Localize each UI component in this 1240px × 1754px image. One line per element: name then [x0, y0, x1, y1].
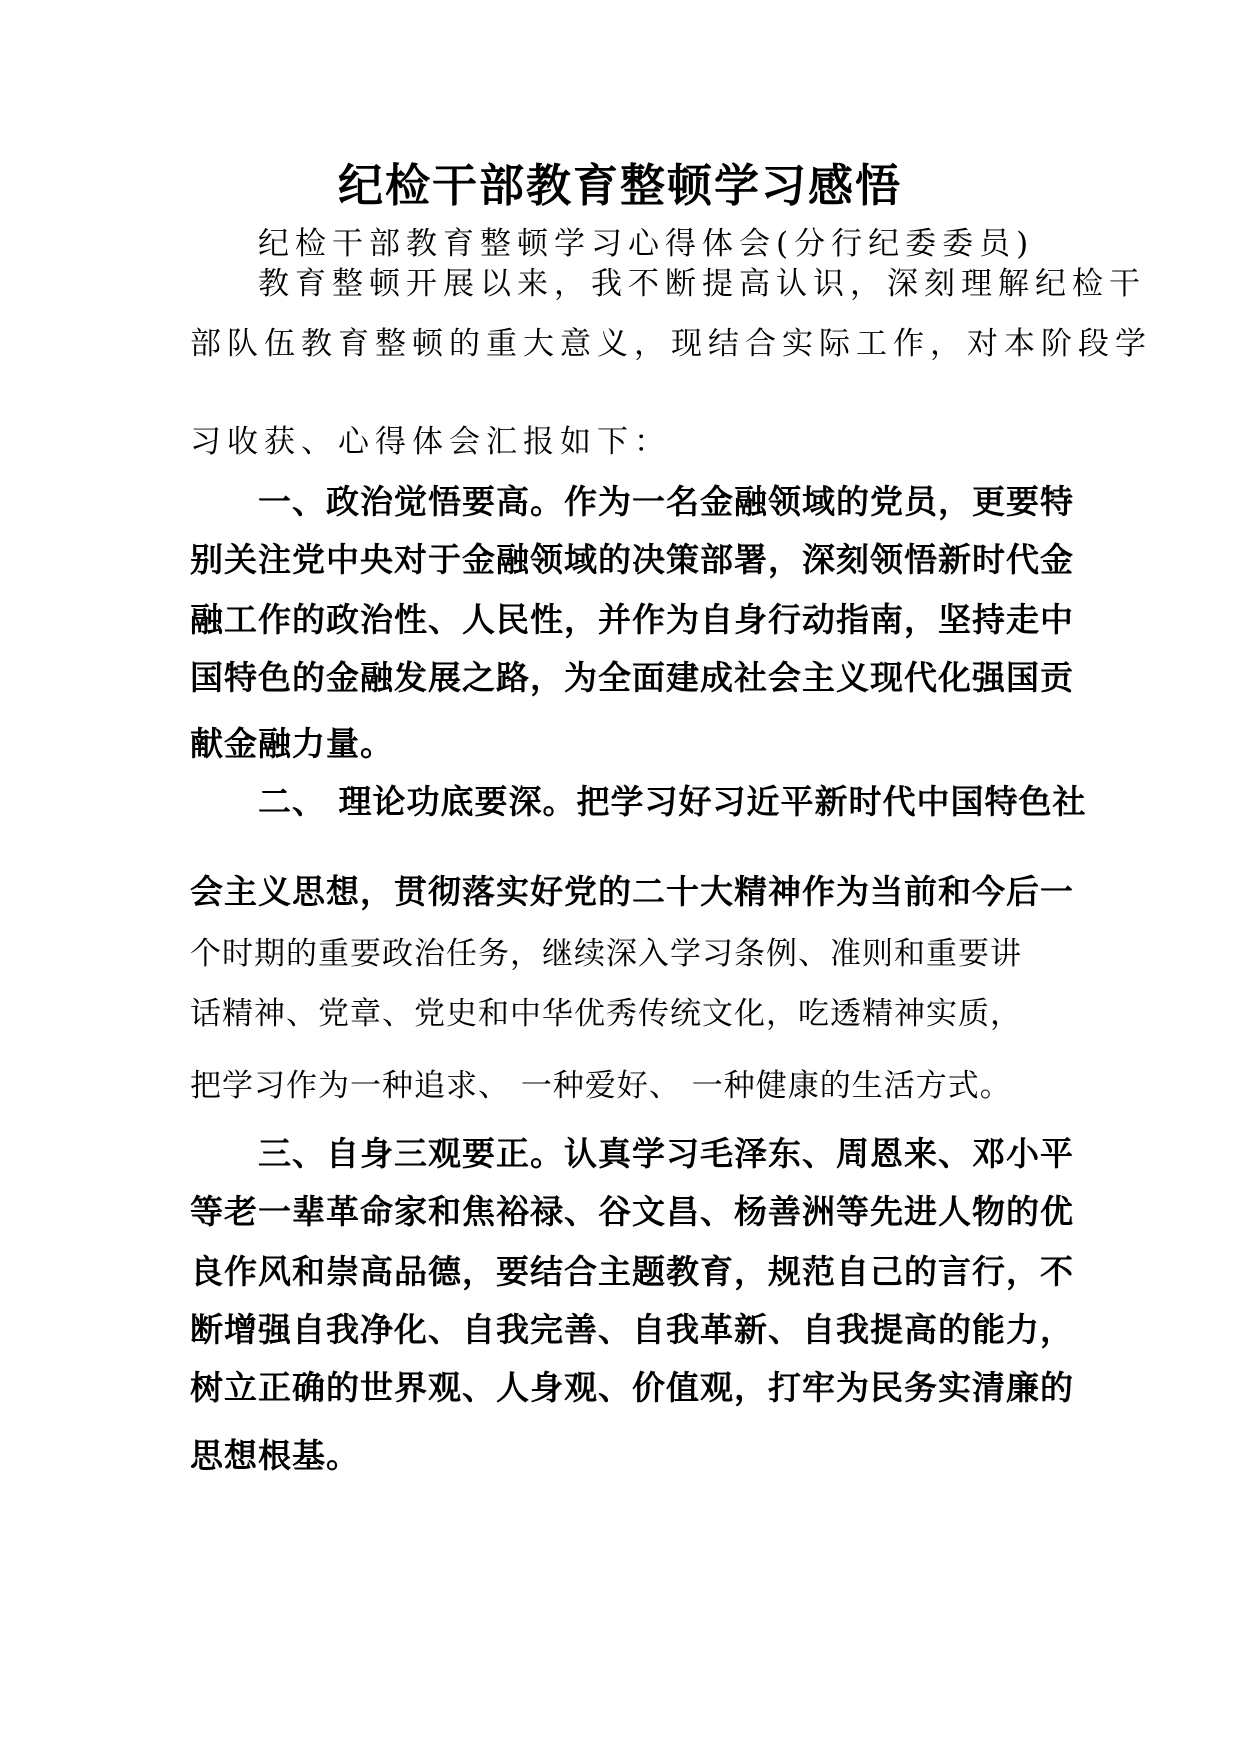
section-3-line: 良作风和崇高品德，要结合主题教育，规范自己的言行，不: [190, 1252, 1074, 1291]
section-2-line: 把学习作为一种追求、 一种爱好、 一种健康的生活方式。: [190, 1068, 1012, 1104]
section-3-line: 思想根基。: [190, 1436, 360, 1475]
section-3-line: 等老一辈革命家和焦裕禄、谷文昌、杨善洲等先进人物的优: [190, 1192, 1074, 1231]
section-2-line: 个时期的重要政治任务，继续深入学习条例、准则和重要讲: [190, 936, 1022, 972]
intro-line: 部队伍教育整顿的重大意义，现结合实际工作，对本阶段学: [190, 326, 1152, 362]
section-2-line: 二、 理论功底要深。把学习好习近平新时代中国特色社: [258, 782, 1087, 821]
section-1-line: 融工作的政治性、人民性，并作为自身行动指南，坚持走中: [190, 600, 1074, 639]
section-2-line: 话精神、党章、党史和中华优秀传统文化，吃透精神实质，: [190, 996, 1022, 1032]
document-title: 纪检干部教育整顿学习感悟: [337, 159, 902, 212]
section-3-line: 树立正确的世界观、人身观、价值观，打牢为民务实清廉的: [190, 1368, 1074, 1407]
section-1-line: 别关注党中央对于金融领域的决策部署，深刻领悟新时代金: [190, 540, 1074, 579]
section-1-line: 一、政治觉悟要高。作为一名金融领域的党员，更要特: [258, 482, 1074, 521]
intro-line: 习收获、心得体会汇报如下：: [190, 424, 671, 460]
section-1-line: 国特色的金融发展之路，为全面建成社会主义现代化强国贡: [190, 658, 1074, 697]
document-subtitle: 纪检干部教育整顿学习心得体会(分行纪委委员): [258, 226, 1035, 262]
section-1-line: 献金融力量。: [190, 724, 394, 763]
section-3-line: 三、自身三观要正。认真学习毛泽东、周恩来、邓小平: [258, 1134, 1074, 1173]
section-3-line: 断增强自我净化、自我完善、自我革新、自我提高的能力，: [190, 1310, 1074, 1349]
section-2-line: 会主义思想，贯彻落实好党的二十大精神作为当前和今后一: [190, 872, 1074, 911]
intro-line: 教育整顿开展以来，我不断提高认识，深刻理解纪检干: [258, 266, 1146, 302]
